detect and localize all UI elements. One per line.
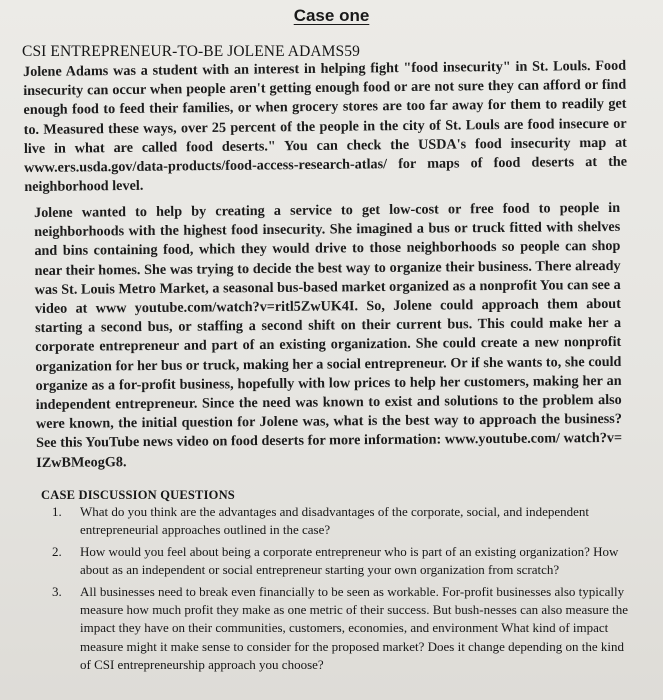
question-text: All businesses need to break even financially to be seen as workable. For-profit businesses also typically measure how much profit they make as one metric of their success. But bush-nesses can also measure the impact they have on their communities, customers, economies, and environment What kind of impact measure might it make sense to consider for the proposed market? Does it change depending on the kind of CSI entrepreneurship approach you choose?: [80, 583, 628, 673]
case-paragraph-2: Jolene wanted to help by creating a service to get low-cost or free food to people in neighborhoods with the highest food insecurity. She imagined a bus or truck fitted with shelves and bins containing food, which they would drive to those neighborhoods so people can shop near their homes. She was trying to decide the best way to organize their business. There already was St. Louis Metro Market, a seasonal bus-based market organized as a nonprofit You can see a video at www youtube.com/watch?v=ritl5ZwUK4I. So, Jolene could approach them about starting a second bus, or staffing a second shift on their current bus. This could make her a corporate entrepreneur and part of an existing organization. She could create a new nonprofit organization for her bus or truck, making her a social entrepreneur. Or if she wants to, she could organize as a for-profit business, hopefully with low prices to help her customers, making her an independent entrepreneur. Since the need was known to exist and solutions to the problem also were known, the initial question for Jolene was, what is the best way to approach the business? See this YouTube news video on food deserts for more information: www.youtube.com/ watch?v= IZwBMeogG8.: [34, 199, 623, 471]
case-paragraph-1: Jolene Adams was a student with an interest in helping fight "food insecurity" in St. Louls. Food insecurity can occur when people aren't getting enough food or are not sure they can afford or find enough food to feed their families, or when grocery stores are too far away for them to readily get to. Measured these ways, over 25 percent of the people in the city of St. Louls are food insecure or live in what are called food deserts." You can check the USDA's food insecurity map at www.ers.usda.gov/data-products/food-access-research-atlas/ for maps of food deserts at the neighborhood level.: [23, 57, 628, 196]
questions-list: [52, 503, 632, 678]
case-title: CSI ENTREPRENEUR-TO-BE JOLENE ADAMS59: [22, 43, 360, 60]
question-number: 3.: [52, 583, 62, 599]
page-heading-text: Case one: [293, 6, 370, 25]
question-item: [52, 543, 632, 580]
question-item: [52, 503, 632, 540]
question-text: What do you think are the advantages and disadvantages of the corporate, social, and independent entrepreneurial approaches outlined in the case?: [80, 504, 589, 538]
question-text: How would you feel about being a corporate entrepreneur who is part of an existing organization? How about as an independent or social entrepreneur starting your own organization from scratch?: [80, 543, 619, 578]
question-number: 1.: [52, 504, 62, 519]
questions-heading: CASE DISCUSSION QUESTIONS: [41, 488, 235, 502]
page-heading: [0, 6, 663, 26]
question-item: [52, 583, 632, 675]
question-number: 2.: [52, 543, 62, 559]
